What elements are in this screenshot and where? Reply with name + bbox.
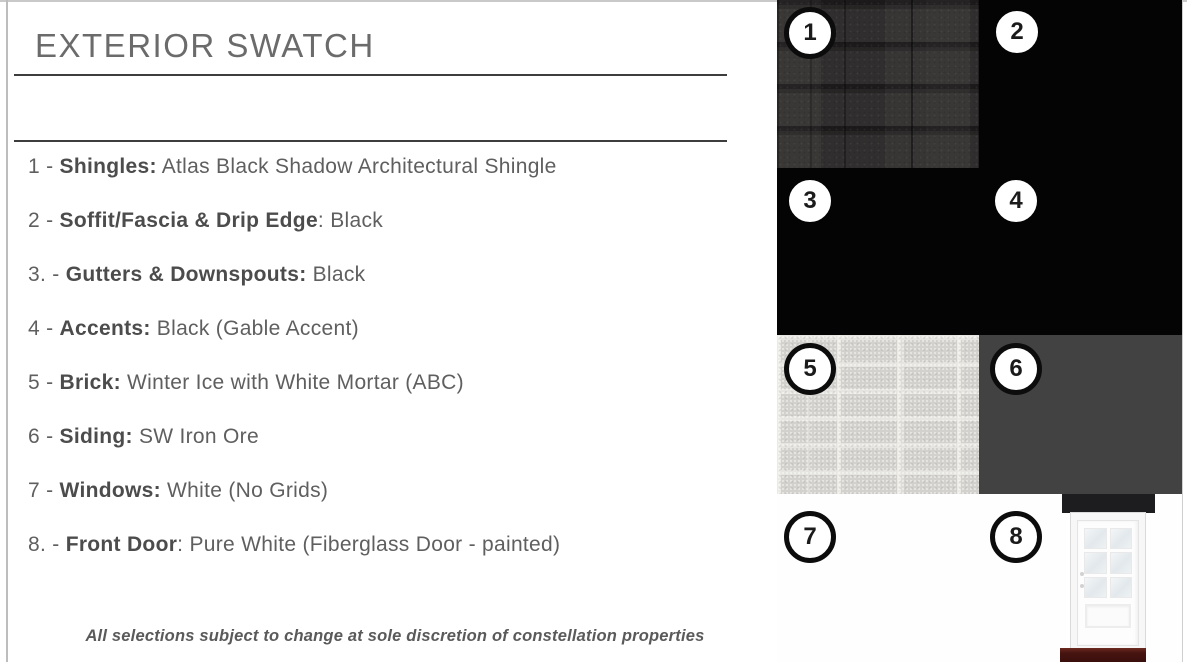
legend-item-siding bbox=[28, 410, 748, 464]
item-label: Shingles: bbox=[59, 155, 157, 178]
door-lite bbox=[1084, 552, 1107, 573]
item-number: 8. - bbox=[28, 533, 66, 556]
item-number: 7 - bbox=[28, 479, 60, 502]
item-value: Winter Ice with White Mortar (ABC) bbox=[120, 371, 464, 394]
item-label: Gutters & Downspouts: bbox=[65, 263, 307, 286]
door-lite bbox=[1110, 552, 1133, 573]
item-value: Black bbox=[306, 263, 366, 286]
door-sill bbox=[1060, 648, 1146, 662]
page-title: EXTERIOR SWATCH bbox=[35, 27, 375, 64]
swatch-number-badge-6: 6 bbox=[990, 343, 1042, 395]
door-bottom-panel bbox=[1085, 604, 1131, 628]
item-label: Windows: bbox=[59, 479, 161, 502]
item-number: 6 - bbox=[28, 425, 60, 448]
legend-item-soffit-fascia bbox=[28, 194, 748, 248]
swatch-number-badge-8: 8 bbox=[990, 511, 1042, 563]
item-label: Soffit/Fascia & Drip Edge bbox=[59, 209, 318, 232]
swatch-number-badge-7: 7 bbox=[784, 511, 836, 563]
door-lite bbox=[1084, 577, 1107, 598]
item-value: Black (Gable Accent) bbox=[150, 317, 359, 340]
item-number: 5 - bbox=[28, 371, 60, 394]
legend-item-brick bbox=[28, 356, 748, 410]
item-value: White (No Grids) bbox=[160, 479, 329, 502]
swatch-number-badge-2: 2 bbox=[991, 6, 1043, 58]
page-right-edge bbox=[1182, 0, 1183, 662]
item-value: Atlas Black Shadow Architectural Shingle bbox=[156, 155, 557, 178]
legend-item-gutters bbox=[28, 248, 748, 302]
item-number: 2 - bbox=[28, 209, 60, 232]
legend-item-front-door bbox=[28, 518, 748, 572]
swatch-number-badge-5: 5 bbox=[784, 343, 836, 395]
door-lite bbox=[1084, 528, 1107, 549]
swatch-grid bbox=[777, 0, 1182, 662]
item-number: 4 - bbox=[28, 317, 60, 340]
legend-item-windows bbox=[28, 464, 748, 518]
door-lite bbox=[1110, 528, 1133, 549]
swatch-number-badge-1: 1 bbox=[784, 7, 836, 59]
legend-item-accents bbox=[28, 302, 748, 356]
disclaimer-note: All selections subject to change at sole discretion of constellation properties bbox=[85, 627, 705, 645]
swatch-number-badge-3: 3 bbox=[784, 175, 836, 227]
item-number: 1 - bbox=[28, 155, 60, 178]
item-number: 3. - bbox=[28, 263, 66, 286]
item-label: Siding: bbox=[59, 425, 133, 448]
item-label: Accents: bbox=[59, 317, 151, 340]
item-value: : Pure White (Fiberglass Door - painted) bbox=[177, 533, 561, 556]
legend-list bbox=[28, 140, 748, 572]
page-left-edge bbox=[6, 0, 8, 662]
legend-item-shingles bbox=[28, 140, 748, 194]
item-label: Brick: bbox=[59, 371, 121, 394]
swatch-number-badge-4: 4 bbox=[990, 175, 1042, 227]
item-value: : Black bbox=[317, 209, 384, 232]
item-label: Front Door bbox=[65, 533, 178, 556]
title-divider bbox=[14, 74, 727, 76]
door-hardware-dot bbox=[1080, 572, 1084, 576]
door-lite bbox=[1110, 577, 1133, 598]
door-glass-lites bbox=[1084, 528, 1132, 598]
item-value: SW Iron Ore bbox=[132, 425, 259, 448]
door-photo-header-bar bbox=[1062, 494, 1155, 513]
door-hardware-dot bbox=[1080, 584, 1084, 588]
